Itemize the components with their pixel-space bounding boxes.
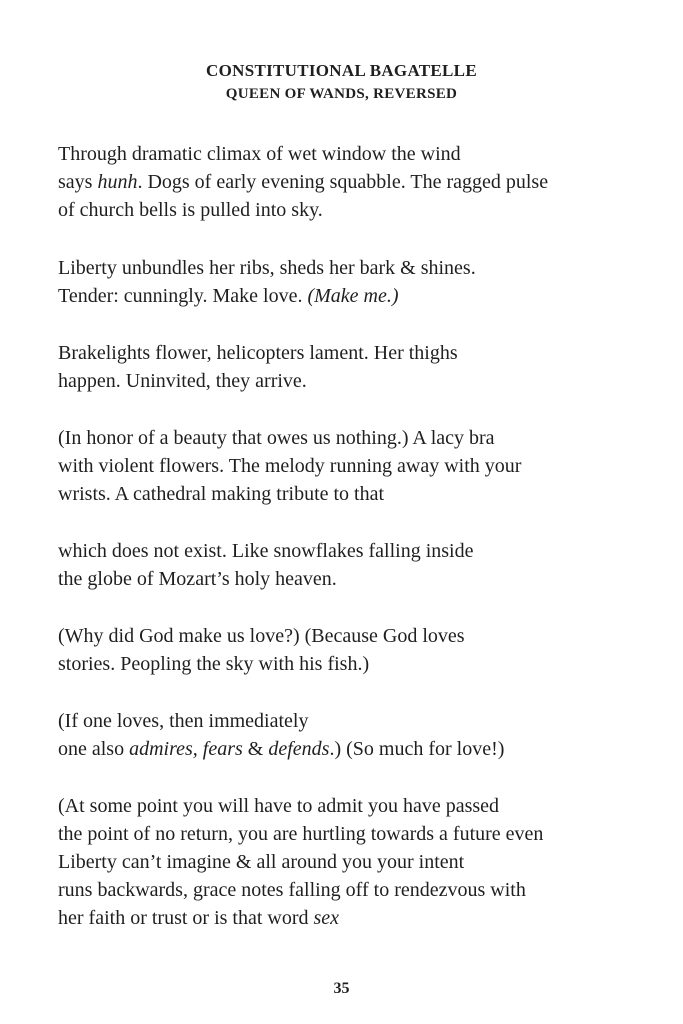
- text-span: Tender: cunningly. Make love.: [58, 285, 308, 307]
- stanza-8: [58, 792, 658, 932]
- poem-subtitle: QUEEN OF WANDS, REVERSED: [225, 86, 458, 102]
- poem-line: (If one loves, then immediately: [58, 710, 309, 732]
- poem-line: (In honor of a beauty that owes us nothing.) A lacy bra: [58, 427, 495, 449]
- poem-line: [58, 904, 658, 932]
- poem-line: the point of no return, you are hurtling towards a future even: [58, 823, 544, 845]
- poem-line: stories. Peopling the sky with his fish.): [58, 653, 370, 675]
- poem-line: (Why did God make us love?) (Because God loves: [58, 625, 465, 647]
- poem-line: Liberty can’t imagine & all around you your intent: [58, 851, 465, 873]
- poem-line: Liberty unbundles her ribs, sheds her bark & shines.: [58, 257, 476, 279]
- poem-line: wrists. A cathedral making tribute to that: [58, 483, 385, 505]
- poem-line: which does not exist. Like snowflakes falling inside: [58, 540, 474, 562]
- text-span: one also: [58, 738, 130, 760]
- poem-line: [58, 168, 658, 196]
- poem-line: with violent flowers. The melody running away with your: [58, 455, 522, 477]
- stanza-4: [58, 424, 658, 508]
- poem-line: [58, 282, 658, 310]
- italic-text: (Make me.): [307, 285, 399, 307]
- stanza-7: [58, 707, 658, 763]
- text-span: says: [58, 171, 98, 193]
- poem-line: the globe of Mozart’s holy heaven.: [58, 568, 337, 590]
- stanza-3: [58, 339, 658, 395]
- poem-line: happen. Uninvited, they arrive.: [58, 370, 307, 392]
- text-span: . Dogs of early evening squabble. The ragged pulse: [137, 171, 549, 193]
- italic-text: defends: [268, 738, 330, 760]
- page-number: 35: [333, 980, 350, 997]
- text-span: &: [242, 738, 269, 760]
- poem-line: of church bells is pulled into sky.: [58, 199, 323, 221]
- stanza-6: [58, 622, 658, 678]
- stanza-2: [58, 254, 658, 310]
- poem-line: runs backwards, grace notes falling off to rendezvous with: [58, 879, 526, 901]
- text-span: .) (So much for love!): [329, 738, 505, 760]
- italic-text: sex: [313, 907, 340, 929]
- poem-title: CONSTITUTIONAL BAGATELLE: [206, 61, 477, 80]
- text-span: her faith or trust or is that word: [58, 907, 314, 929]
- italic-text: hunh: [97, 171, 138, 193]
- poem-line: Brakelights flower, helicopters lament. Her thighs: [58, 342, 458, 364]
- poem-line: [58, 735, 658, 763]
- poem-line: (At some point you will have to admit you have passed: [58, 795, 500, 817]
- italic-text: admires, fears: [129, 738, 243, 760]
- stanza-5: [58, 537, 658, 593]
- poem-line: Through dramatic climax of wet window the wind: [58, 143, 461, 165]
- stanza-1: [58, 140, 658, 224]
